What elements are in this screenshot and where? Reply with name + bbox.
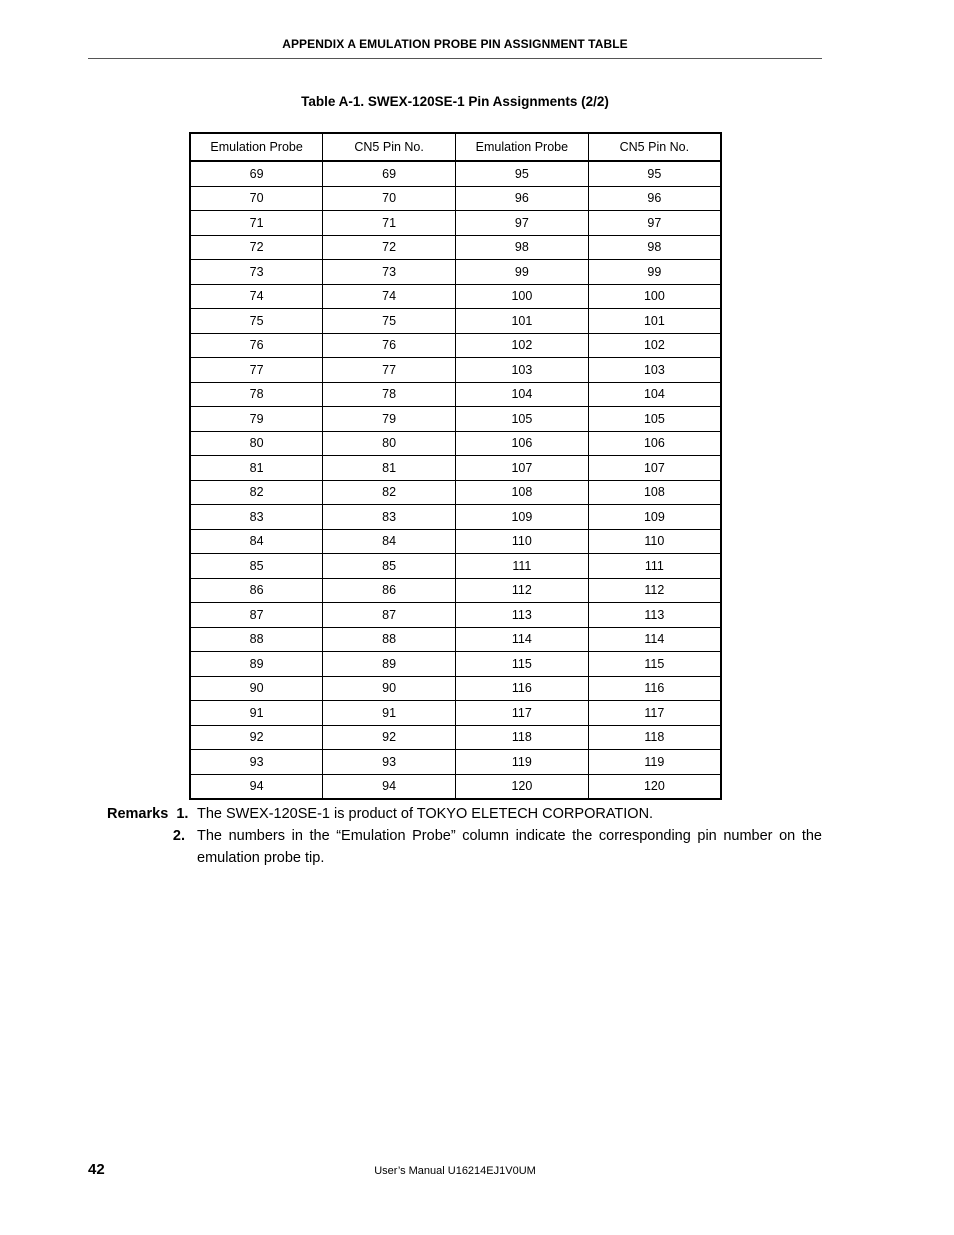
- table-cell: 70: [323, 186, 456, 211]
- table-cell: 101: [588, 309, 721, 334]
- table-cell: 110: [588, 529, 721, 554]
- column-header-cn5-pin: CN5 Pin No.: [588, 133, 721, 161]
- page-number: 42: [88, 1161, 105, 1178]
- table-cell: 111: [588, 554, 721, 579]
- table-cell: 107: [456, 456, 589, 481]
- table-cell: 78: [190, 382, 323, 407]
- column-header-cn5-pin: CN5 Pin No.: [323, 133, 456, 161]
- table-row: [190, 211, 721, 236]
- table-cell: 97: [588, 211, 721, 236]
- table-row: [190, 407, 721, 432]
- table-row: [190, 725, 721, 750]
- table-cell: 94: [323, 774, 456, 799]
- table-cell: 103: [456, 358, 589, 383]
- table-cell: 118: [456, 725, 589, 750]
- table-caption: Table A-1. SWEX-120SE-1 Pin Assignments (2/2): [301, 94, 609, 109]
- table-cell: 69: [190, 161, 323, 186]
- table-row: [190, 652, 721, 677]
- table-cell: 109: [588, 505, 721, 530]
- table-cell: 113: [456, 603, 589, 628]
- remark-text: The numbers in the “Emulation Probe” column indicate the corresponding pin number on the: [197, 828, 822, 844]
- table-cell: 95: [588, 161, 721, 186]
- table-cell: 84: [323, 529, 456, 554]
- table-cell: 113: [588, 603, 721, 628]
- table-cell: 101: [456, 309, 589, 334]
- remarks-label: Remarks 1.: [107, 806, 189, 822]
- table-cell: 116: [588, 676, 721, 701]
- table-cell: 102: [588, 333, 721, 358]
- table-cell: 115: [456, 652, 589, 677]
- table-row: [190, 358, 721, 383]
- table-cell: 70: [190, 186, 323, 211]
- table-cell: 110: [456, 529, 589, 554]
- table-cell: 99: [456, 260, 589, 285]
- table-cell: 114: [456, 627, 589, 652]
- table-cell: 83: [323, 505, 456, 530]
- remark-item-continued: [0, 847, 954, 869]
- table-cell: 98: [456, 235, 589, 260]
- column-header-emulation-probe: Emulation Probe: [190, 133, 323, 161]
- table-cell: 93: [190, 750, 323, 775]
- table-cell: 104: [588, 382, 721, 407]
- table-cell: 89: [323, 652, 456, 677]
- table-cell: 79: [190, 407, 323, 432]
- table-cell: 105: [456, 407, 589, 432]
- table-row: [190, 456, 721, 481]
- table-cell: 108: [456, 480, 589, 505]
- table-cell: 76: [323, 333, 456, 358]
- table-row: [190, 431, 721, 456]
- remark-number: 2.: [172, 828, 185, 844]
- table-row: [190, 235, 721, 260]
- table-cell: 94: [190, 774, 323, 799]
- table-cell: 116: [456, 676, 589, 701]
- manual-reference: User’s Manual U16214EJ1V0UM: [374, 1165, 536, 1177]
- pin-assignment-table: [189, 132, 722, 800]
- table-cell: 92: [323, 725, 456, 750]
- table-cell: 77: [323, 358, 456, 383]
- table-cell: 79: [323, 407, 456, 432]
- table-cell: 109: [456, 505, 589, 530]
- table-row: [190, 578, 721, 603]
- table-cell: 119: [588, 750, 721, 775]
- table-cell: 75: [323, 309, 456, 334]
- table-cell: 85: [323, 554, 456, 579]
- table-cell: 72: [323, 235, 456, 260]
- header-rule: [88, 58, 822, 59]
- table-cell: 82: [323, 480, 456, 505]
- table-cell: 73: [190, 260, 323, 285]
- table-cell: 84: [190, 529, 323, 554]
- table-cell: 87: [190, 603, 323, 628]
- table-row: [190, 333, 721, 358]
- table-cell: 97: [456, 211, 589, 236]
- table-cell: 69: [323, 161, 456, 186]
- running-header: APPENDIX A EMULATION PROBE PIN ASSIGNMENT TABLE: [282, 37, 628, 51]
- table-cell: 112: [588, 578, 721, 603]
- table-cell: 91: [323, 701, 456, 726]
- table-cell: 76: [190, 333, 323, 358]
- table-cell: 114: [588, 627, 721, 652]
- table-cell: 108: [588, 480, 721, 505]
- table-cell: 73: [323, 260, 456, 285]
- table-cell: 105: [588, 407, 721, 432]
- remark-item: [0, 803, 954, 825]
- table-cell: 100: [456, 284, 589, 309]
- table-row: [190, 676, 721, 701]
- table-row: [190, 750, 721, 775]
- table-cell: 117: [588, 701, 721, 726]
- table-cell: 86: [190, 578, 323, 603]
- table-cell: 72: [190, 235, 323, 260]
- table-cell: 88: [190, 627, 323, 652]
- column-header-emulation-probe: Emulation Probe: [456, 133, 589, 161]
- table-cell: 78: [323, 382, 456, 407]
- table-row: [190, 161, 721, 186]
- table-cell: 71: [190, 211, 323, 236]
- table-cell: 90: [323, 676, 456, 701]
- table-row: [190, 382, 721, 407]
- table-cell: 106: [588, 431, 721, 456]
- table-cell: 111: [456, 554, 589, 579]
- table-cell: 81: [190, 456, 323, 481]
- table-cell: 87: [323, 603, 456, 628]
- remark-text: emulation probe tip.: [197, 850, 325, 866]
- table-cell: 99: [588, 260, 721, 285]
- table-cell: 83: [190, 505, 323, 530]
- table-cell: 102: [456, 333, 589, 358]
- table-cell: 98: [588, 235, 721, 260]
- table-cell: 118: [588, 725, 721, 750]
- table-cell: 92: [190, 725, 323, 750]
- table-cell: 120: [588, 774, 721, 799]
- table-cell: 86: [323, 578, 456, 603]
- table-row: [190, 529, 721, 554]
- table-cell: 120: [456, 774, 589, 799]
- remark-text: The SWEX-120SE-1 is product of TOKYO ELETECH CORPORATION.: [197, 806, 654, 822]
- table-cell: 77: [190, 358, 323, 383]
- table-row: [190, 480, 721, 505]
- table-row: [190, 627, 721, 652]
- table-row: [190, 260, 721, 285]
- table-row: [190, 186, 721, 211]
- table-cell: 80: [190, 431, 323, 456]
- table-cell: 81: [323, 456, 456, 481]
- table-cell: 115: [588, 652, 721, 677]
- table-row: [190, 284, 721, 309]
- remarks-section: [0, 803, 954, 869]
- table-row: [190, 309, 721, 334]
- table-cell: 71: [323, 211, 456, 236]
- table-cell: 89: [190, 652, 323, 677]
- table-cell: 82: [190, 480, 323, 505]
- table-row: [190, 505, 721, 530]
- table-cell: 112: [456, 578, 589, 603]
- table-cell: 74: [323, 284, 456, 309]
- table-cell: 96: [456, 186, 589, 211]
- table-body: [190, 161, 721, 799]
- table-cell: 95: [456, 161, 589, 186]
- table-row: [190, 701, 721, 726]
- table-cell: 74: [190, 284, 323, 309]
- table-cell: 75: [190, 309, 323, 334]
- table-cell: 106: [456, 431, 589, 456]
- table-cell: 85: [190, 554, 323, 579]
- table-cell: 107: [588, 456, 721, 481]
- table-row: [190, 603, 721, 628]
- table-header-row: [190, 133, 721, 161]
- table-cell: 119: [456, 750, 589, 775]
- table-cell: 91: [190, 701, 323, 726]
- table-cell: 80: [323, 431, 456, 456]
- table-cell: 103: [588, 358, 721, 383]
- table-cell: 104: [456, 382, 589, 407]
- table-row: [190, 774, 721, 799]
- table-cell: 88: [323, 627, 456, 652]
- table-cell: 100: [588, 284, 721, 309]
- table-cell: 93: [323, 750, 456, 775]
- table-cell: 90: [190, 676, 323, 701]
- remark-item: [0, 825, 954, 847]
- table-cell: 96: [588, 186, 721, 211]
- table-row: [190, 554, 721, 579]
- table-cell: 117: [456, 701, 589, 726]
